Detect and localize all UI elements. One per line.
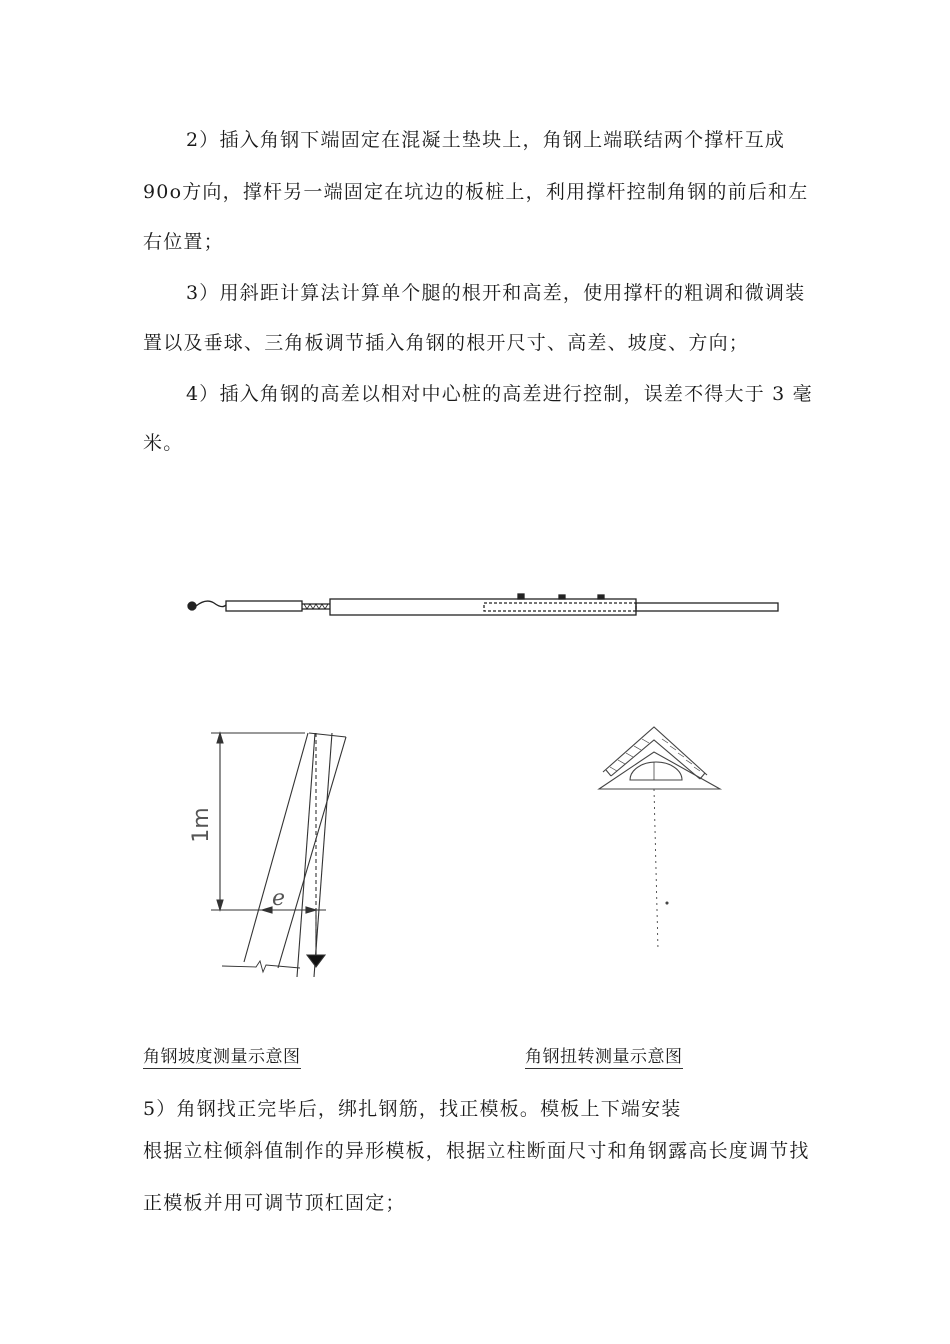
p4-line1: 4）插入角钢的高差以相对中心桩的高差进行控制，误差不得大于 3 毫 [186,383,813,405]
caption-slope: 角钢坡度测量示意图 [143,1047,301,1067]
p5-line3: 正模板并用可调节顶杠固定； [143,1192,406,1214]
caption-twist: 角钢扭转测量示意图 [525,1047,683,1067]
p2-line3: 右位置； [143,231,224,253]
protractor-icon [630,762,682,780]
p3-line2: 置以及垂球、三角板调节插入角钢的根开尺寸、高差、坡度、方向； [143,332,750,354]
p3-line1: 3）用斜距计算法计算单个腿的根开和高差，使用撑杆的粗调和微调装 [186,282,806,304]
p2-line1: 2）插入角钢下端固定在混凝土垫块上，角钢上端联结两个撑杆互成 [186,129,786,151]
p5-line2: 根据立柱倾斜值制作的异形模板，根据立柱断面尺寸和角钢露高长度调节找 [143,1140,810,1162]
offset-label: e [272,886,286,911]
p2-line2: 90o方向，撑杆另一端固定在坑边的板桩上，利用撑杆控制角钢的前后和左 [143,181,809,203]
plumb-line [654,789,658,950]
p5-line1: 5）角钢找正完毕后，绑扎钢筋，找正模板。模板上下端安装 [143,1098,682,1120]
height-label: 1m [189,807,214,843]
p4-line2: 米。 [143,432,184,454]
